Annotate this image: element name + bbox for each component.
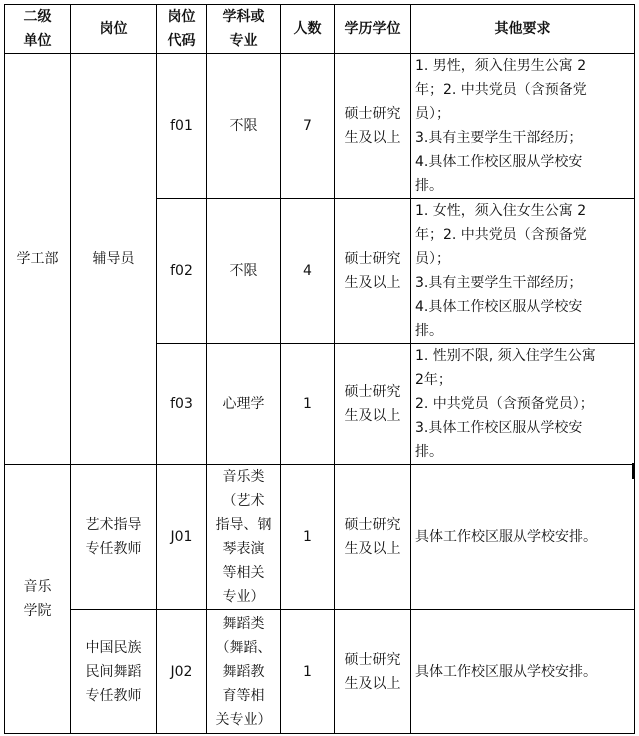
count-cell: 7 (281, 54, 335, 199)
table-row (5, 610, 635, 734)
major-cell: 舞蹈类 （舞蹈、 舞蹈教 育等相 关专业） (207, 610, 281, 734)
code-cell: f02 (157, 199, 207, 344)
degree-cell: 硕士研究 生及以上 (335, 54, 411, 199)
header-unit: 二级 单位 (5, 5, 71, 54)
code-cell: f01 (157, 54, 207, 199)
count-cell: 1 (281, 465, 335, 610)
major-cell: 音乐类 （艺术 指导、钢 琴表演 等相关 专业） (207, 465, 281, 610)
recruitment-table (4, 4, 635, 734)
count-cell: 4 (281, 199, 335, 344)
degree-cell: 硕士研究 生及以上 (335, 344, 411, 465)
requirements-cell: 1. 女性，须入住女生公寓 2 年；2. 中共党员（含预备党 员）； 3.具有主要学生干部经历； 4.具体工作校区服从学校安 排。 (411, 199, 635, 344)
major-cell: 心理学 (207, 344, 281, 465)
header-position: 岗位 (71, 5, 157, 54)
position-cell: 辅导员 (71, 54, 157, 465)
unit-cell: 学工部 (5, 54, 71, 465)
requirements-cell: 具体工作校区服从学校安排。 (411, 465, 635, 610)
requirements-cell: 具体工作校区服从学校安排。 (411, 610, 635, 734)
major-cell: 不限 (207, 54, 281, 199)
header-other: 其他要求 (411, 5, 635, 54)
header-major: 学科或 专业 (207, 5, 281, 54)
position-cell: 艺术指导 专任教师 (71, 465, 157, 610)
count-cell: 1 (281, 344, 335, 465)
margin-marker (632, 463, 635, 479)
count-cell: 1 (281, 610, 335, 734)
degree-cell: 硕士研究 生及以上 (335, 610, 411, 734)
header-row (5, 5, 635, 54)
position-cell: 中国民族 民间舞蹈 专任教师 (71, 610, 157, 734)
code-cell: J01 (157, 465, 207, 610)
code-cell: f03 (157, 344, 207, 465)
major-cell: 不限 (207, 199, 281, 344)
code-cell: J02 (157, 610, 207, 734)
header-code: 岗位 代码 (157, 5, 207, 54)
table-row (5, 54, 635, 199)
header-degree: 学历学位 (335, 5, 411, 54)
header-count: 人数 (281, 5, 335, 54)
degree-cell: 硕士研究 生及以上 (335, 199, 411, 344)
requirements-cell: 1. 性别不限, 须入住学生公寓 2年； 2. 中共党员（含预备党员）； 3.具体工作校区服从学校安 排。 (411, 344, 635, 465)
table-row (5, 465, 635, 610)
requirements-cell: 1. 男性，须入住男生公寓 2 年；2. 中共党员（含预备党 员）； 3.具有主要学生干部经历； 4.具体工作校区服从学校安 排。 (411, 54, 635, 199)
degree-cell: 硕士研究 生及以上 (335, 465, 411, 610)
unit-cell: 音乐 学院 (5, 465, 71, 734)
